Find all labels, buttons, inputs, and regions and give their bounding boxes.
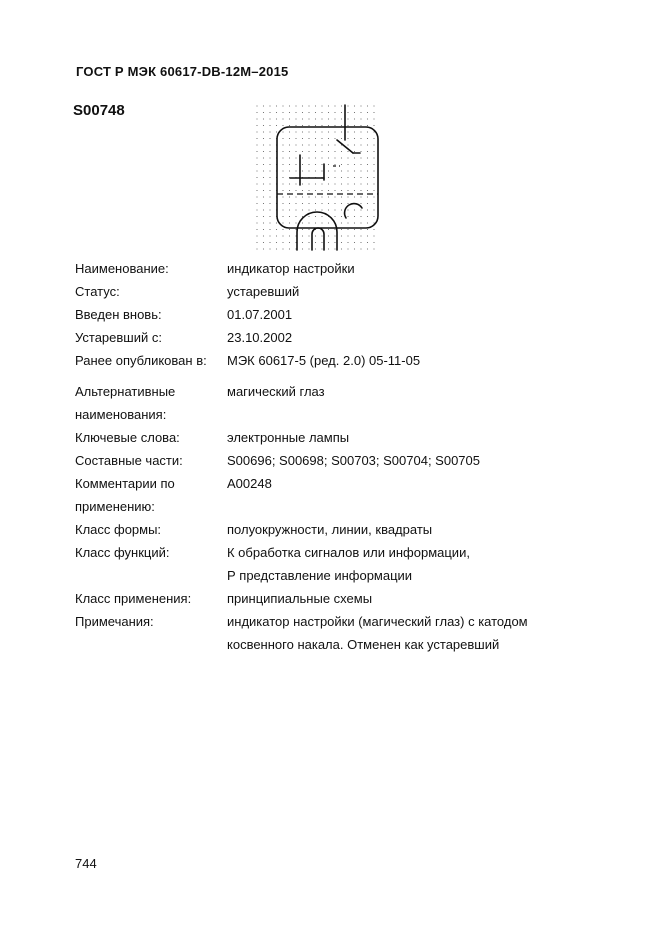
attribute-key: Введен вновь: — [75, 307, 162, 322]
attribute-row — [75, 349, 575, 372]
attribute-value-line: косвенного накала. Отменен как устаревший — [227, 637, 500, 652]
attribute-value — [227, 541, 575, 587]
attribute-value — [227, 518, 575, 541]
attribute-value-line: электронные лампы — [227, 430, 350, 445]
attribute-row — [75, 372, 575, 426]
attribute-key: Наименование: — [75, 261, 169, 276]
attribute-key-line: наименования: — [75, 407, 167, 422]
attribute-value — [227, 326, 575, 349]
attribute-key: Примечания: — [75, 614, 154, 629]
attribute-row — [75, 303, 575, 326]
attribute-row — [75, 610, 575, 656]
attribute-key: Ранее опубликован в: — [75, 353, 207, 368]
attribute-value-line: полуокружности, линии, квадраты — [227, 522, 433, 537]
attribute-value-line: 23.10.2002 — [227, 330, 293, 345]
attributes-table — [75, 257, 575, 656]
attribute-row — [75, 426, 575, 449]
deflector-line — [337, 140, 353, 153]
attribute-key-line: Альтернативные — [75, 384, 176, 399]
attribute-key: Класс формы: — [75, 522, 162, 537]
attribute-value-line: принципиальные схемы — [227, 591, 373, 606]
attribute-value-line: устаревший — [227, 284, 300, 299]
attribute-value-line: 01.07.2001 — [227, 307, 293, 322]
attribute-value-line: К обработка сигналов или информации, — [227, 545, 470, 560]
attribute-value — [227, 587, 575, 610]
attribute-value — [227, 349, 575, 372]
attribute-value-line: индикатор настройки (магический глаз) с катодом — [227, 614, 528, 629]
attribute-key: Составные части: — [75, 453, 183, 468]
attribute-value — [227, 280, 575, 303]
page-number: 744 — [75, 856, 97, 871]
attribute-row — [75, 541, 575, 587]
attribute-value — [227, 257, 575, 280]
attribute-value — [227, 372, 575, 426]
attribute-value-line: магический глаз — [227, 384, 325, 399]
attribute-row — [75, 326, 575, 349]
attribute-key — [75, 372, 227, 426]
attribute-row — [75, 280, 575, 303]
attribute-value-line: индикатор настройки — [227, 261, 355, 276]
attribute-key: Класс функций: — [75, 545, 170, 560]
attribute-value-line: Р представление информации — [227, 568, 413, 583]
attribute-key — [75, 472, 227, 518]
symbol-code: S00748 — [73, 102, 125, 119]
attribute-key: Ключевые слова: — [75, 430, 180, 445]
attribute-value-line: A00248 — [227, 476, 272, 491]
attribute-row — [75, 518, 575, 541]
attribute-key-line: применению: — [75, 499, 155, 514]
attribute-row — [75, 257, 575, 280]
attribute-key: Устаревший с: — [75, 330, 162, 345]
attribute-key-line: Комментарии по — [75, 476, 175, 491]
heater-outer-arc — [297, 212, 337, 250]
attribute-row — [75, 587, 575, 610]
attribute-value — [227, 610, 575, 656]
attribute-value-line: МЭК 60617-5 (ред. 2.0) 05-11-05 — [227, 353, 421, 368]
attribute-key: Статус: — [75, 284, 120, 299]
tuning-indicator-symbol — [250, 100, 385, 255]
document-header: ГОСТ Р МЭК 60617-DB-12M–2015 — [76, 64, 289, 79]
attribute-row — [75, 449, 575, 472]
attribute-row — [75, 472, 575, 518]
attribute-value — [227, 472, 575, 518]
attribute-value — [227, 303, 575, 326]
attribute-value-line: S00696; S00698; S00703; S00704; S00705 — [227, 453, 480, 468]
attribute-key: Класс применения: — [75, 591, 192, 606]
indicator-arc — [345, 204, 362, 218]
attribute-value — [227, 426, 575, 449]
attribute-value — [227, 449, 575, 472]
heater-inner-arc — [312, 228, 324, 250]
